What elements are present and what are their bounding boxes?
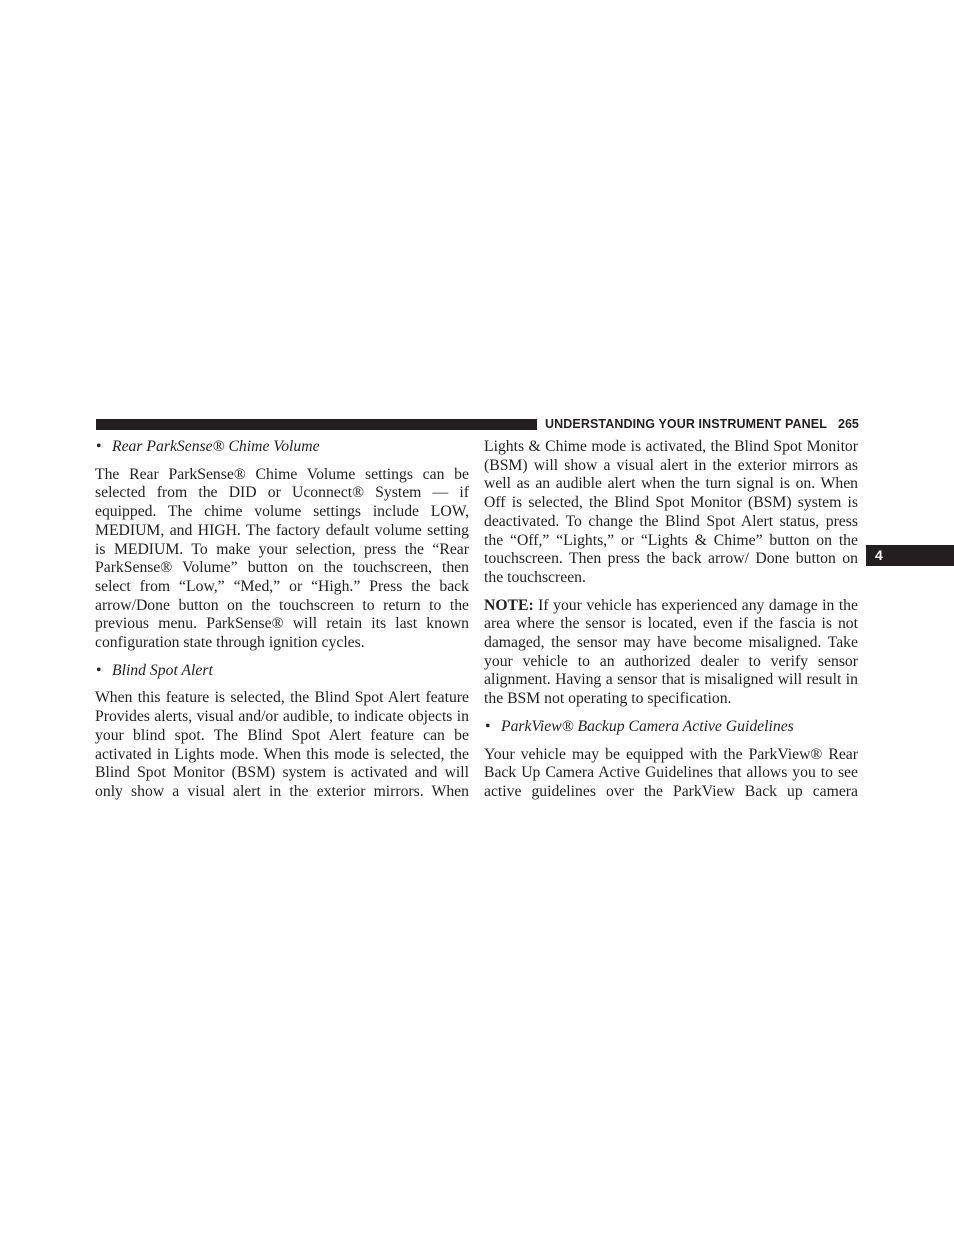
bullet-heading-text: Blind Spot Alert bbox=[112, 661, 213, 679]
paragraph-parkview: Your vehicle may be equipped with the ParkView® Rear Back Up Camera Active Guidelines that allows you to see active guidelines over the ParkView Back up camera bbox=[484, 745, 858, 800]
page-number: 265 bbox=[838, 417, 859, 431]
left-column bbox=[95, 438, 469, 811]
bullet-icon: • bbox=[96, 661, 102, 679]
bullet-heading-parkview bbox=[484, 718, 858, 737]
chapter-number: 4 bbox=[875, 547, 883, 563]
bullet-heading-text: Rear ParkSense® Chime Volume bbox=[112, 438, 320, 455]
note-text: If your vehicle has experienced any damage in the area where the sensor is located, even if the fascia is not damaged, the sensor may have become misaligned. Take your vehicle to an authorized dealer to verify sensor alignment. Having a sensor that is misaligned will result in the BSM not operating to specification. bbox=[484, 596, 858, 708]
bullet-heading-blind-spot-alert bbox=[95, 662, 469, 681]
note-paragraph bbox=[484, 597, 858, 709]
chapter-tab bbox=[866, 545, 954, 566]
running-header-title: UNDERSTANDING YOUR INSTRUMENT PANEL bbox=[545, 417, 827, 431]
bullet-icon: • bbox=[96, 438, 102, 455]
right-column bbox=[484, 438, 858, 811]
bullet-heading-text: ParkView® Backup Camera Active Guidelines bbox=[501, 717, 794, 735]
paragraph-blind-spot-alert: When this feature is selected, the Blind Spot Alert feature Provides alerts, visual and/or audible, to indicate objects in your blind spot. The Blind Spot Alert feature can be activated in Lights mode. When this mode is selected, the Blind Spot Monitor (BSM) system is activated and will only show a visual alert in the exterior mirrors. When bbox=[95, 689, 469, 800]
bullet-heading-chime-volume bbox=[95, 438, 469, 457]
paragraph-lights-chime: Lights & Chime mode is activated, the Blind Spot Monitor (BSM) will show a visual alert in the exterior mirrors as well as an audible alert when the turn signal is on. When Off is selected, the Blind Spot Monitor (BSM) system is deactivated. To change the Blind Spot Alert status, press the “Off,” “Lights,” or “Lights & Chime” button on the touchscreen. Then press the back arrow/ Done button on the touchscreen. bbox=[484, 438, 858, 586]
bullet-icon: • bbox=[485, 717, 491, 735]
paragraph-chime-volume: The Rear ParkSense® Chime Volume settings can be selected from the DID or Uconnect® System — if equipped. The chime volume settings include LOW, MEDIUM, and HIGH. The factory default volume setting is MEDIUM. To make your selection, press the “Rear ParkSense® Volume” button on the touchscreen, then select from “Low,” “Med,” or “High.” Press the back arrow/Done button on the touchscreen to return to the previous menu. ParkSense® will retain its last known configuration state through ignition cycles. bbox=[95, 465, 469, 652]
header-rule bbox=[96, 419, 537, 430]
note-label: NOTE: bbox=[484, 596, 534, 614]
